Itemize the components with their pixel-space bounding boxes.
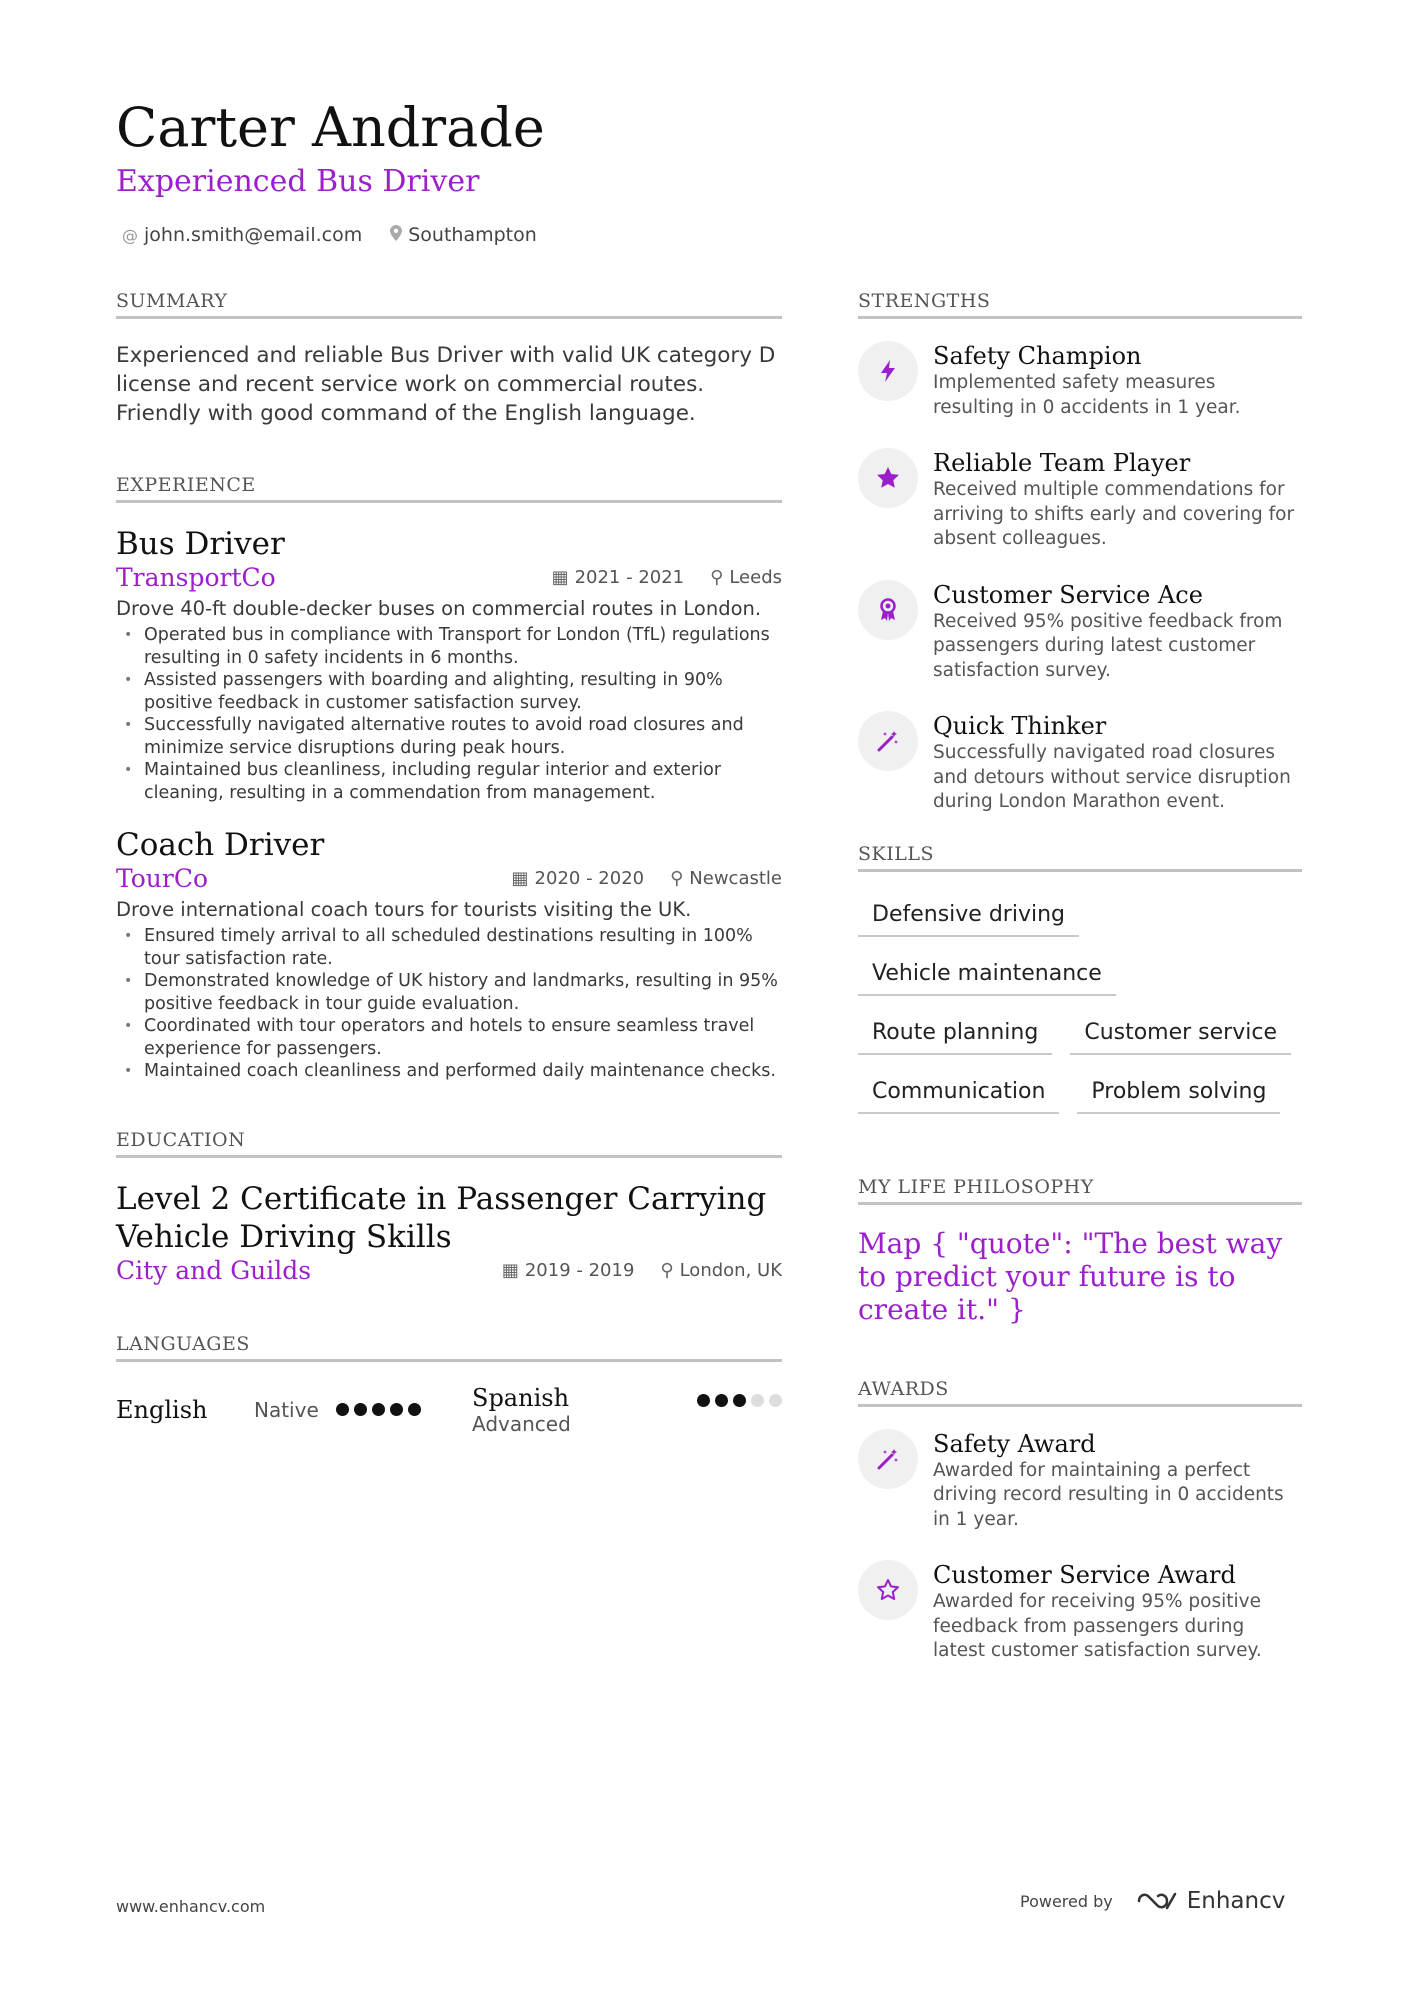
skill-tag: Communication [858,1071,1059,1114]
lightning-icon [858,341,918,401]
strength-description: Implemented safety measures resulting in 0 accidents in 1 year. [933,372,1241,418]
strength-description: Received multiple commendations for arriving to shifts early and covering for absent colleagues. [933,479,1295,549]
skills-list [858,894,1302,1130]
rating-dot-filled [408,1403,421,1416]
skill-tag: Problem solving [1077,1071,1280,1114]
magic-wand-icon [858,711,918,771]
job-bullets [116,624,782,804]
bullet-item: • Demonstrated knowledge of UK history and landmarks, resulting in 95% positive feedback in tour guide evaluation. [144,970,782,1015]
strengths-list [858,341,1302,815]
language-item [472,1384,782,1436]
bullet-item: • Coordinated with tour operators and hotels to ensure seamless travel experience for passengers. [144,1015,782,1060]
at-sign-icon: @ [122,225,138,245]
education-entry [116,1180,782,1285]
education-location: ⚲ London, UK [660,1259,782,1281]
skill-tag: Route planning [858,1012,1052,1055]
job-description: Drove international coach tours for tourists visiting the UK. [116,898,692,921]
education-heading: EDUCATION [116,1129,782,1158]
footer-branding [1020,1888,1285,1914]
degree-title: Level 2 Certificate in Passenger Carrying Vehicle Driving Skills [116,1180,767,1255]
strengths-heading: STRENGTHS [858,290,1302,319]
rating-dot-empty [769,1394,782,1407]
enhancv-logo-icon [1135,1890,1179,1912]
bullet-item: • Assisted passengers with boarding and alighting, resulting in 90% positive feedback in customer satisfaction survey. [144,669,782,714]
skill-tag: Customer service [1070,1012,1291,1055]
languages-heading: LANGUAGES [116,1333,782,1362]
job-description: Drove 40-ft double-decker buses on commercial routes in London. [116,597,762,620]
bullet-item: • Successfully navigated alternative routes to avoid road closures and minimize service disruptions during peak hours. [144,714,782,759]
location-pin-icon: ⚲ [660,1259,674,1281]
location-pin-icon: ⚲ [710,567,724,588]
skill-tag: Vehicle maintenance [858,953,1116,996]
powered-by-label: Powered by [1020,1891,1113,1911]
job-title: Bus Driver [116,526,285,562]
award-title: Customer Service Award [933,1561,1236,1589]
experience-heading: EXPERIENCE [116,474,782,503]
language-rating [336,1403,421,1416]
awards-heading: AWARDS [858,1378,1302,1407]
company-name: TransportCo [116,563,276,592]
rating-dot-filled [372,1403,385,1416]
rating-dot-filled [733,1394,746,1407]
skills-heading: SKILLS [858,843,1302,872]
star-outline-icon [858,1560,918,1620]
language-name: Spanish [472,1383,570,1412]
language-level: Advanced [472,1411,571,1436]
strength-item [858,711,1302,815]
experience-entry [116,525,782,804]
star-icon [858,448,918,508]
strength-description: Successfully navigated road closures and detours without service disruption during London Marathon event. [933,742,1291,812]
job-location: ⚲ Newcastle [670,868,782,889]
strength-title: Customer Service Ace [933,580,1203,609]
school-name: City and Guilds [116,1255,312,1285]
strength-title: Reliable Team Player [933,449,1191,477]
rating-dot-filled [390,1403,403,1416]
strength-title: Quick Thinker [933,712,1107,740]
location-contact [390,224,537,246]
philosophy-quote: Map { "quote": "The best way to predict your future is to create it." } [858,1226,1283,1326]
strength-description: Received 95% positive feedback from passengers during latest customer satisfaction survey. [933,610,1283,681]
left-column [116,290,782,1436]
languages-list [116,1384,782,1436]
company-name: TourCo [116,864,209,893]
language-rating [697,1394,782,1407]
language-name: English [116,1395,208,1424]
right-column [858,290,1302,1692]
calendar-icon: ▦ [511,868,529,889]
candidate-name: Carter Andrade [116,96,545,159]
enhancv-logo[interactable] [1135,1888,1286,1914]
email-contact[interactable] [122,224,362,246]
skill-tag: Defensive driving [858,894,1079,937]
strength-item [858,448,1302,552]
location-pin-icon: ⚲ [670,868,684,889]
candidate-title: Experienced Bus Driver [116,164,480,199]
rating-dot-empty [751,1394,764,1407]
ribbon-icon [858,580,918,640]
rating-dot-filled [336,1403,349,1416]
language-level: Native [254,1397,319,1422]
award-item [858,1560,1302,1664]
magic-wand-icon [858,1429,918,1489]
award-title: Safety Award [933,1429,1096,1458]
calendar-icon: ▦ [551,567,569,588]
job-bullets [116,925,782,1083]
bullet-item: • Maintained coach cleanliness and performed daily maintenance checks. [144,1060,782,1083]
bullet-item: • Maintained bus cleanliness, including regular interior and exterior cleaning, resulting in a commendation from management. [144,759,782,804]
rating-dot-filled [715,1394,728,1407]
location-pin-icon [390,225,402,245]
award-item [858,1429,1302,1533]
job-dates: ▦ 2020 - 2020 [511,868,645,889]
experience-entry [116,826,782,1083]
contact-info [122,224,537,246]
calendar-icon: ▦ [501,1259,519,1281]
language-item [116,1384,426,1436]
job-dates: ▦ 2021 - 2021 [551,567,685,588]
bullet-item: • Ensured timely arrival to all scheduled destinations resulting in 100% tour satisfaction rate. [144,925,782,970]
awards-list [858,1429,1302,1664]
strength-item [858,580,1302,684]
philosophy-heading: MY LIFE PHILOSOPHY [858,1176,1302,1205]
rating-dot-filled [354,1403,367,1416]
summary-heading: SUMMARY [116,290,782,319]
job-title: Coach Driver [116,827,325,863]
brand-name: Enhancv [1186,1888,1286,1914]
education-dates: ▦ 2019 - 2019 [501,1259,635,1281]
job-location: ⚲ Leeds [710,567,782,588]
email-text: john.smith@email.com [144,224,363,246]
rating-dot-filled [697,1394,710,1407]
bullet-item: • Operated bus in compliance with Transport for London (TfL) regulations resulting in 0 safety incidents in 6 months. [144,624,782,669]
strength-title: Safety Champion [933,342,1142,370]
location-text: Southampton [408,224,537,246]
footer-website[interactable]: www.enhancv.com [116,1897,266,1916]
summary-text: Experienced and reliable Bus Driver with valid UK category D license and recent service work on commercial routes. Friendly with good command of the English language. [116,343,776,426]
award-description: Awarded for maintaining a perfect driving record resulting in 0 accidents in 1 year. [933,1459,1284,1530]
strength-item [858,341,1302,420]
award-description: Awarded for receiving 95% positive feedback from passengers during latest customer satisfaction survey. [933,1591,1262,1661]
